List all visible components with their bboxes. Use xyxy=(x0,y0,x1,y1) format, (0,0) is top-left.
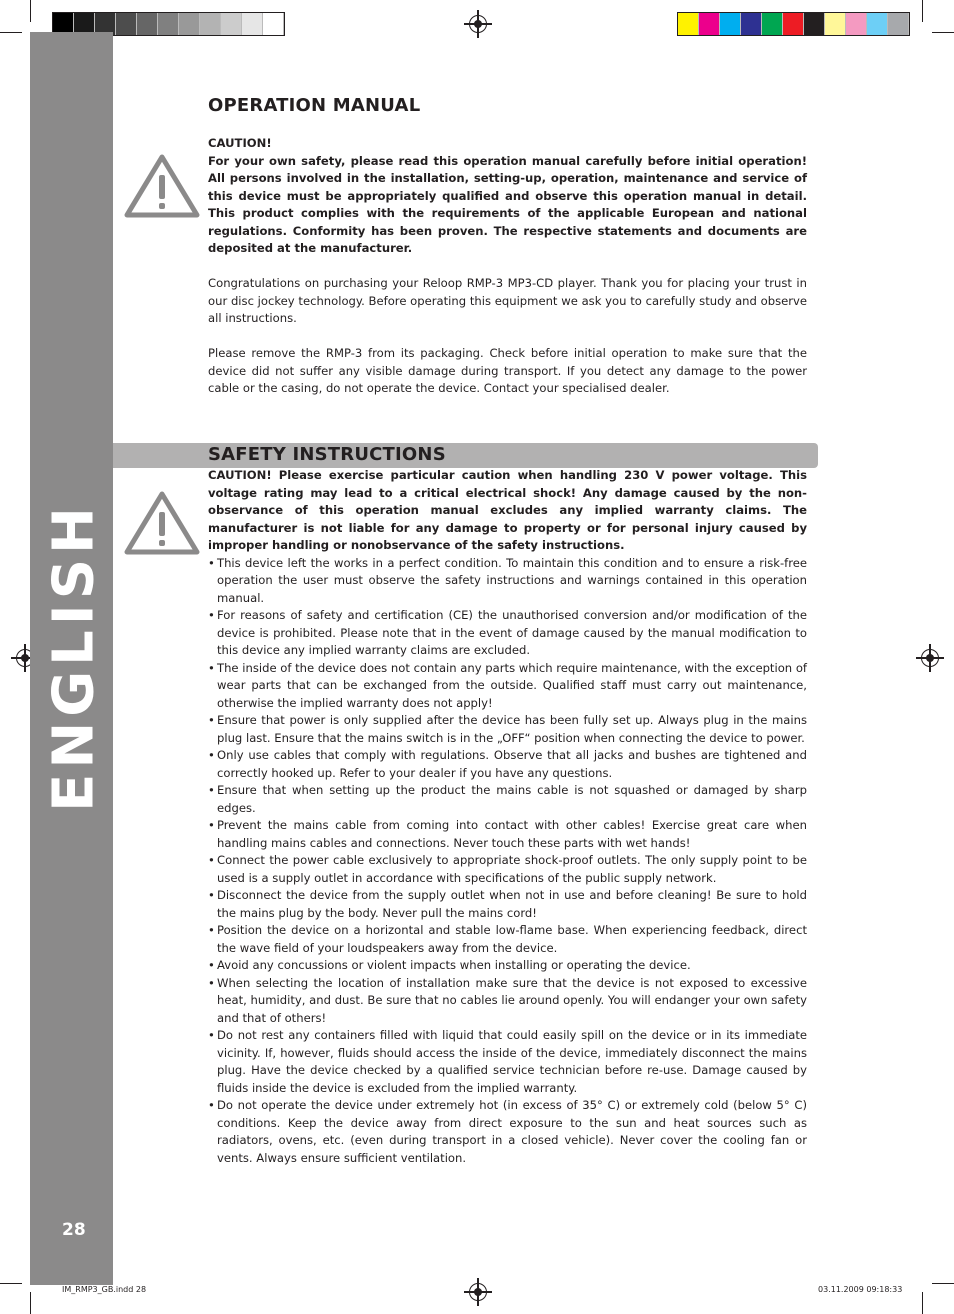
color-swatch xyxy=(783,13,804,35)
color-swatch xyxy=(720,13,741,35)
safety-instructions-body xyxy=(208,467,807,1167)
crop-mark xyxy=(932,32,954,33)
color-swatch xyxy=(137,13,158,35)
caution-text: For your own safety, please read this operation manual carefully before initial operation! All persons involved in the installation, setting-up, operation, maintenance and service of this device must be appropriately qualified and observe this operation manual in detail. This product complies with the requirements of the applicable European and national regulations. Conformity has been proven. The respective statements and documents are deposited at the manufacturer. xyxy=(208,153,807,255)
safety-list-item: • Avoid any concussions or violent impacts when installing or operating the device. xyxy=(208,957,807,975)
safety-list-item: • Prevent the mains cable from coming into contact with other cables! Exercise great care when handling mains cables and connections. Never touch these parts with wet hands! xyxy=(208,817,807,852)
color-swatch xyxy=(678,13,699,35)
safety-list-item: • Only use cables that comply with regulations. Observe that all jacks and bushes are tightened and correctly hooked up. Refer to your dealer if you have any questions. xyxy=(208,747,807,782)
process-color-bar xyxy=(677,12,910,36)
crop-mark xyxy=(922,1292,923,1314)
page-number: 28 xyxy=(62,1220,86,1240)
crop-mark xyxy=(932,1283,954,1284)
registration-mark-icon xyxy=(469,15,487,33)
warning-triangle-icon xyxy=(124,153,200,219)
operation-manual-heading: OPERATION MANUAL xyxy=(208,95,421,116)
safety-list-item: • Connect the power cable exclusively to appropriate shock-proof outlets. The only supply point to be used is a supply outlet in accordance with specifications of the public supply network. xyxy=(208,852,807,887)
safety-list-item: • Ensure that power is only supplied after the device has been fully set up. Always plug in the mains plug last. Ensure that the mains switch is in the „OFF“ position when connecting the device to power. xyxy=(208,712,807,747)
color-swatch xyxy=(179,13,200,35)
safety-list-item: • This device left the works in a perfect condition. To maintain this condition and to ensure a risk-free operation the user must observe the safety instructions and warnings contained in this operation manual. xyxy=(208,555,807,608)
warning-triangle-icon xyxy=(124,490,200,556)
color-swatch xyxy=(846,13,867,35)
color-swatch xyxy=(200,13,221,35)
crop-mark xyxy=(0,1283,22,1284)
footer-timestamp: 03.11.2009 09:18:33 xyxy=(818,1285,903,1294)
safety-list-item: • Ensure that when setting up the product the mains cable is not squashed or damaged by sharp edges. xyxy=(208,782,807,817)
registration-mark-icon xyxy=(921,649,939,667)
safety-list xyxy=(208,555,807,1168)
crop-mark xyxy=(0,32,22,33)
crop-mark xyxy=(922,0,923,22)
safety-list-item: • When selecting the location of installation make sure that the device is not exposed to excessive heat, humidity, and dust. Be sure that no cables lie around openly. You will endanger your own safety and that of others! xyxy=(208,975,807,1028)
safety-list-item: • For reasons of safety and certification (CE) the unauthorised conversion and/or modification of the device is prohibited. Please note that in the event of damage caused by the manual modification to this device any implied warranty claims are excluded. xyxy=(208,607,807,660)
unpacking-paragraph: Please remove the RMP-3 from its packaging. Check before initial operation to make sure that the device did not suffer any visible damage during transport. If you detect any damage to the power cable or the casing, do not operate the device. Contact your specialised dealer. xyxy=(208,346,807,395)
color-swatch xyxy=(158,13,179,35)
safety-list-item: • Disconnect the device from the supply outlet when not in use and before cleaning! Be sure to hold the mains plug by the body. Never pull the mains cord! xyxy=(208,887,807,922)
color-swatch xyxy=(762,13,783,35)
color-swatch xyxy=(741,13,762,35)
color-swatch xyxy=(804,13,825,35)
color-swatch xyxy=(242,13,263,35)
safety-list-item: • The inside of the device does not contain any parts which require maintenance, with the exception of wear parts that can be exchanged from the outside. Qualified staff must carry out maintenance, otherwise the implied warranty does not apply! xyxy=(208,660,807,713)
color-swatch xyxy=(116,13,137,35)
color-swatch xyxy=(867,13,888,35)
safety-list-item: • Position the device on a horizontal and stable low-flame base. When experiencing feedback, direct the wave field of your loudspeakers away from the device. xyxy=(208,922,807,957)
color-swatch xyxy=(263,13,284,35)
crop-mark xyxy=(30,1292,31,1314)
safety-caution-text: CAUTION! Please exercise particular caution when handling 230 V power voltage. This voltage rating may lead to a critical electrical shock! Any damage caused by the non-observance of this operation manual excludes any implied warranty claims. The manufacturer is not liable for any damage to property or for personal injury caused by improper handling or nonobservance of the safety instructions. xyxy=(208,468,807,552)
color-swatch xyxy=(825,13,846,35)
registration-mark-icon xyxy=(469,1283,487,1301)
color-swatch xyxy=(221,13,242,35)
safety-instructions-heading: SAFETY INSTRUCTIONS xyxy=(208,444,446,465)
color-swatch xyxy=(888,13,909,35)
crop-mark xyxy=(30,0,31,22)
caution-heading: CAUTION! xyxy=(208,136,272,150)
operation-manual-body xyxy=(208,135,807,398)
footer-filename: IM_RMP3_GB.indd 28 xyxy=(62,1285,147,1294)
safety-list-item: • Do not rest any containers filled with liquid that could easily spill on the device or in its immediate vicinity. If, however, fluids should access the inside of the device, immediately disconnect the mains plug. Have the device checked by a qualified service technician before re-use. Damage caused by fluids inside the device is excluded from the implied warranty. xyxy=(208,1027,807,1097)
intro-paragraph: Congratulations on purchasing your Reloop RMP-3 MP3-CD player. Thank you for placing your trust in our disc jockey technology. Before operating this equipment we ask you to carefully study and observe all instructions. xyxy=(208,276,807,325)
color-swatch xyxy=(699,13,720,35)
language-label: ENGLISH xyxy=(41,502,107,812)
safety-list-item: • Do not operate the device under extremely hot (in excess of 35° C) or extremely cold (below 5° C) conditions. Keep the device away from direct exposure to the sun and heat sources such as radiators, ovens, etc. (even during transport in a closed vehicle). Never cover the cooling fan or vents. Always ensure sufficient ventilation. xyxy=(208,1097,807,1167)
